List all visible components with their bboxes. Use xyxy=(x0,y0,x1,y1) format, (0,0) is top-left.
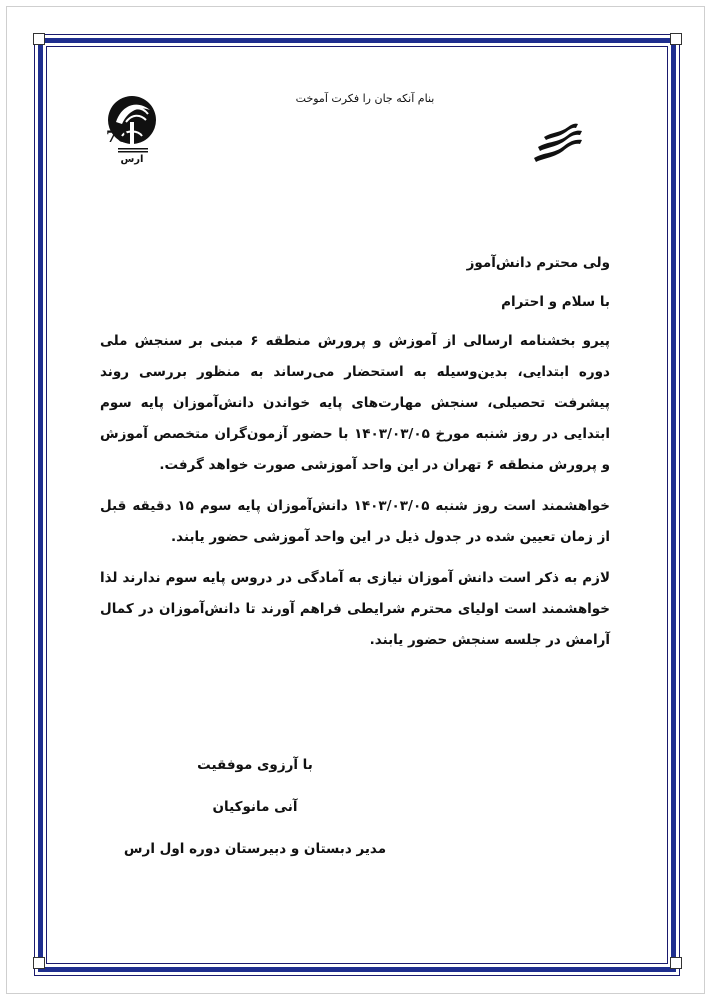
signature-block xyxy=(110,744,400,870)
paragraph-note: لازم به ذکر است دانش آموزان نیازی به آمادگی در دروس پایه سوم ندارند لذا خواهشمند است اولیای محترم شرایطی فراهم آورند تا دانش‌آموزان در کمال آرامش در جلسه سنجش حضور یابند. xyxy=(100,570,610,648)
paragraph-announcement: پیرو بخشنامه ارسالی از آموزش و پرورش منطقه ۶ مبنی بر سنجش ملی دوره ابتدایی، بدین‌وسیله به استحضار می‌رساند به منظور بررسی روند پیشرفت تحصیلی، سنجش مهارت‌های پایه خواندن دانش‌آموزان پایه سوم ابتدایی در روز شنبه مورخ ۱۴۰۳/۰۳/۰۵ با حضور آزمون‌گران متخصص آموزش و پرورش منطقه ۶ تهران در این واحد آموزشی صورت خواهد گرفت. xyxy=(100,333,610,473)
header-motto: بنام آنکه جان را فکرت آموخت xyxy=(295,92,435,105)
education-logo-icon xyxy=(530,120,584,170)
corner-ornament xyxy=(670,33,682,45)
corner-ornament xyxy=(33,33,45,45)
school-logo-label: ارس xyxy=(120,154,144,165)
paragraph-attendance: خواهشمند است روز شنبه ۱۴۰۳/۰۳/۰۵ دانش‌آموزان پایه سوم ۱۵ دقیقه قبل از زمان تعیین شده در جدول ذیل در این واحد آموزشی حضور یابند. xyxy=(100,498,610,545)
signer-name: آنی مانوکیان xyxy=(212,799,298,815)
signer-title: مدیر دبستان و دبیرستان دوره اول ارس xyxy=(123,841,387,857)
salutation: ولی محترم دانش‌آموز xyxy=(466,255,610,271)
letter-body xyxy=(100,248,610,656)
svg-text:70: 70 xyxy=(106,127,129,146)
closing-line: با آرزوی موفقیت xyxy=(197,757,313,773)
school-logo-icon xyxy=(104,92,160,172)
greeting: با سلام و احترام xyxy=(501,294,610,310)
corner-ornament xyxy=(33,957,45,969)
corner-ornament xyxy=(670,957,682,969)
